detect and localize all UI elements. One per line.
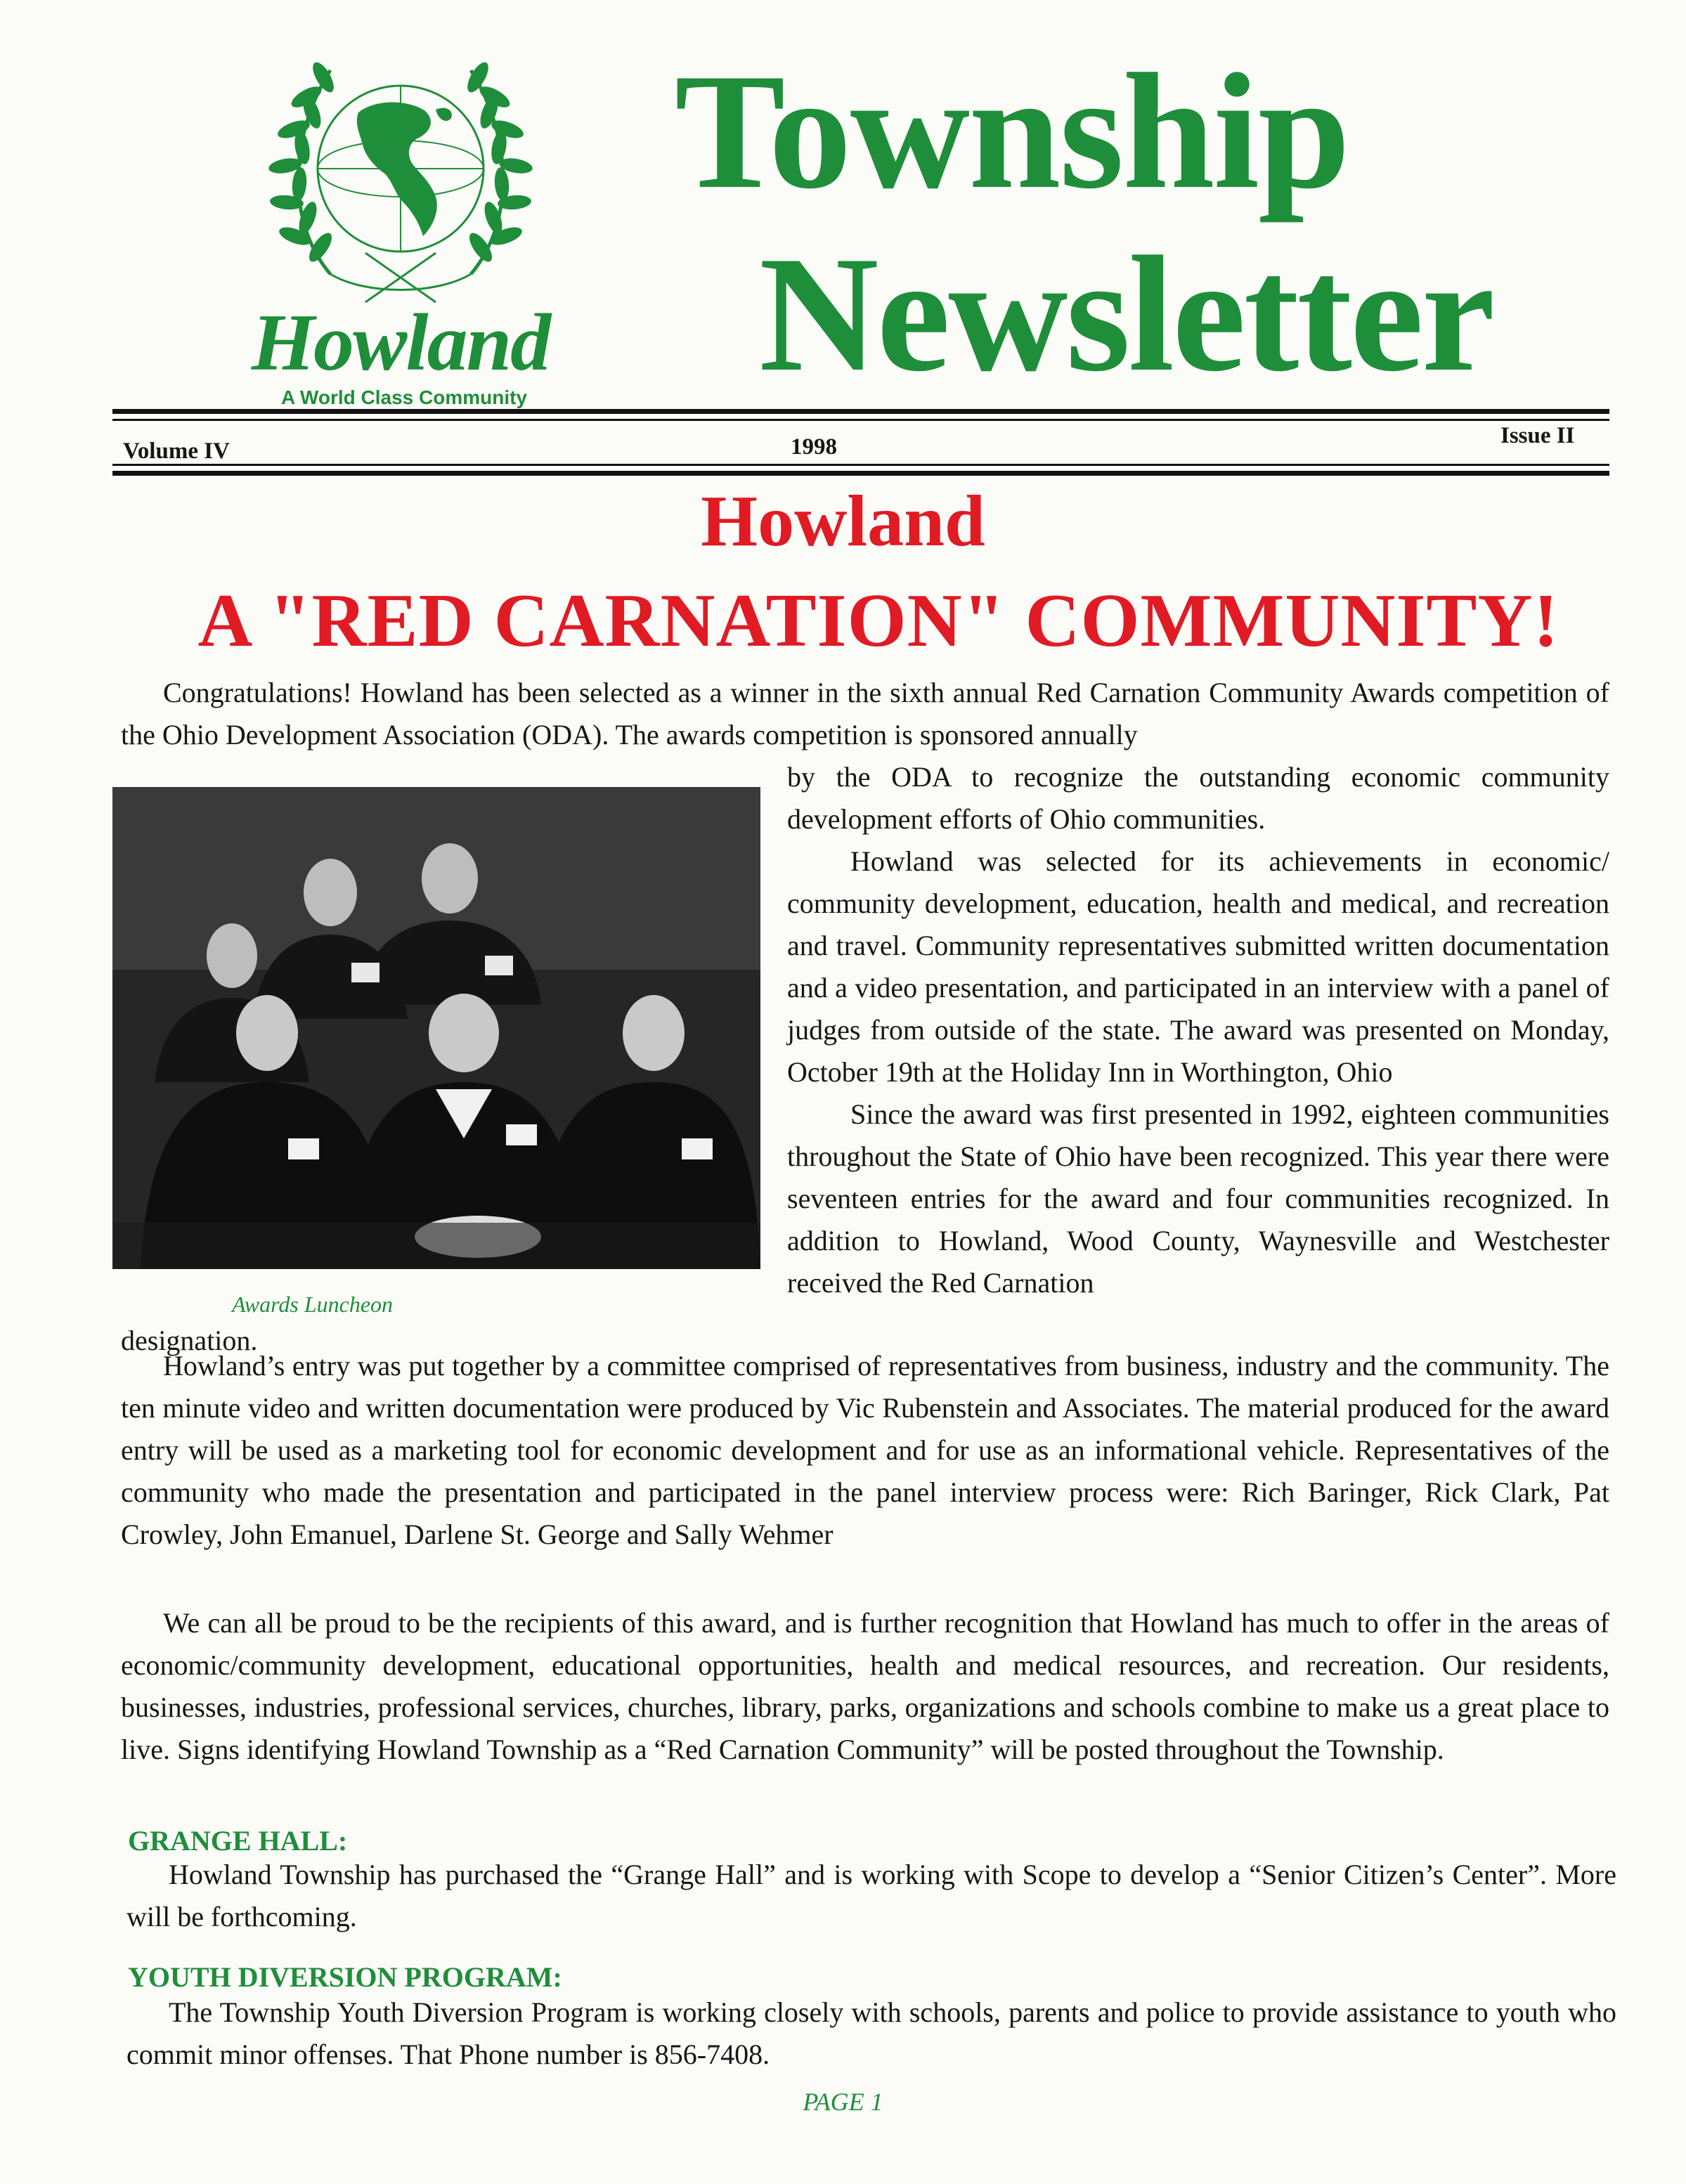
issue-label: Issue II	[1500, 423, 1575, 448]
article-designation: designation.	[121, 1325, 258, 1356]
page-number: PAGE 1	[803, 2088, 883, 2116]
volume-label: Volume IV	[123, 438, 230, 464]
masthead-rule	[112, 464, 1609, 466]
article-col-paragraph: Since the award was first presented in 1992, eighteen communities throughout the State of Ohio have been recognized. This year there were seventeen entries for the award and four communities recognized. In addition to Howland, Wood County, Waynesville and Westchester received the Red Carnation	[787, 1098, 1609, 1299]
grange-hall-body: Howland Township has purchased the “Grange Hall” and is working with Scope to develop a “Senior Citizen’s Center”. More will be forthcoming.	[127, 1859, 1616, 1932]
logo-tagline: A World Class Community	[280, 386, 528, 408]
article-col-paragraph: by the ODA to recognize the outstanding economic community development efforts of Ohio communities.	[787, 761, 1609, 835]
masthead-rule	[112, 409, 1609, 414]
grange-hall-heading: GRANGE HALL:	[128, 1825, 348, 1857]
article-entry-paragraph: Howland’s entry was put together by a committee comprised of representatives from business, industry and the community. The ten minute video and written documentation were produced by Vic Rubenstein and Associates. The material produced for the award entry will be used as a marketing tool for economic development and for use as an informational vehicle. Representatives of the community who made the presentation and participated in the panel interview process were: Rich Baringer, Rick Clark, Pat Crowley, John Emanuel, Darlene St. George and Sally Wehmer	[121, 1350, 1609, 1550]
youth-diversion-body: The Township Youth Diversion Program is working closely with schools, parents and police to provide assistance to youth who commit minor offenses. That Phone number is 856-7408.	[127, 1996, 1616, 2070]
headline-line1: Howland	[701, 481, 985, 561]
youth-diversion-heading: YOUTH DIVERSION PROGRAM:	[128, 1961, 562, 1993]
masthead-rule	[112, 419, 1609, 421]
article-col-paragraph: Howland was selected for its achievements in economic/ community development, education, health and medical, and recreation and travel. Community representatives submitted written documentation and a video presentation, and participated in an interview with a panel of judges from outside of the state. The award was presented on Monday, October 19th at the Holiday Inn in Worthington, Ohio	[787, 845, 1609, 1088]
article-proud-paragraph: We can all be proud to be the recipients of this award, and is further recognition that Howland has much to offer in the areas of economic/community development, educational opportunities, health and medical resources, and recreation. Our residents, businesses, industries, professional services, churches, library, parks, organizations and schools combine to make us a great place to live. Signs identifying Howland Township as a “Red Carnation Community” will be posted throughout the Township.	[121, 1607, 1609, 1765]
logo-wordmark: Howland	[251, 298, 550, 388]
group-photo-icon	[112, 787, 760, 1269]
photo-caption: Awards Luncheon	[232, 1292, 394, 1317]
newsletter-title-line1: Township	[675, 40, 1349, 223]
issue-year: 1998	[791, 434, 837, 460]
headline-line2: A "RED CARNATION" COMMUNITY!	[197, 579, 1559, 663]
article-intro: Congratulations! Howland has been selected as a winner in the sixth annual Red Carnation Community Awards competition of the Ohio Development Association (ODA). The awards competition is sponsored annually	[121, 677, 1609, 750]
globe-laurel-icon	[225, 42, 576, 309]
newsletter-title-line2: Newsletter	[759, 223, 1493, 406]
article-column	[787, 756, 1609, 1304]
awards-luncheon-photo	[112, 787, 760, 1269]
howland-logo	[225, 42, 576, 408]
masthead-rule	[112, 471, 1609, 476]
